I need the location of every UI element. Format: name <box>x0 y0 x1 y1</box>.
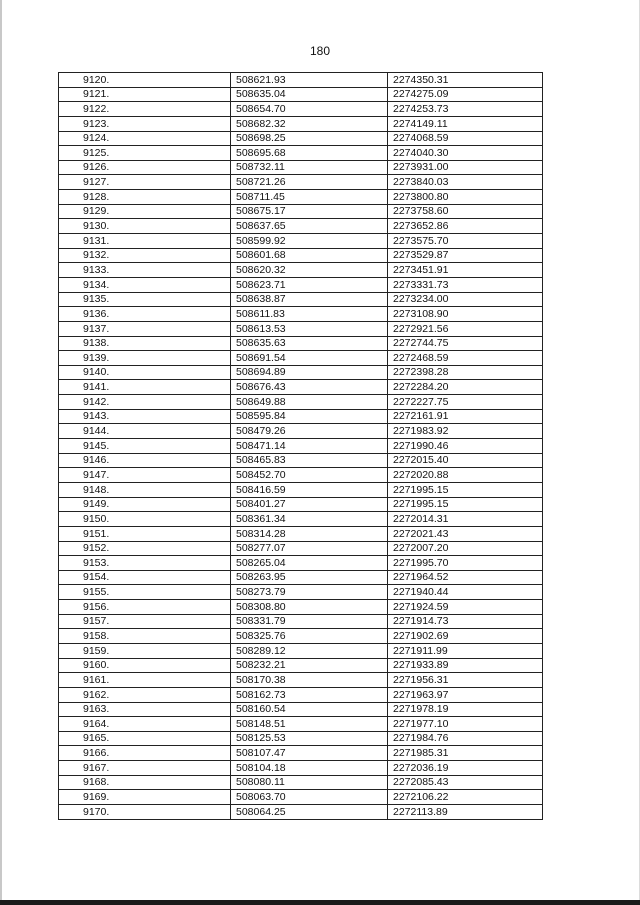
northing-cell: 2272113.89 <box>388 805 543 820</box>
point-number-cell: 9169. <box>59 790 231 805</box>
point-number-cell: 9148. <box>59 482 231 497</box>
table-row <box>59 380 543 395</box>
table-row <box>59 351 543 366</box>
table-row <box>59 131 543 146</box>
point-number-cell: 9125. <box>59 146 231 161</box>
point-number-cell: 9149. <box>59 497 231 512</box>
point-number-cell: 9159. <box>59 643 231 658</box>
northing-cell: 2272007.20 <box>388 541 543 556</box>
coordinates-table-body <box>59 73 543 820</box>
northing-cell: 2274149.11 <box>388 116 543 131</box>
easting-cell: 508170.38 <box>231 673 388 688</box>
point-number-cell: 9146. <box>59 453 231 468</box>
northing-cell: 2273931.00 <box>388 160 543 175</box>
table-row <box>59 673 543 688</box>
coordinates-table <box>58 72 543 820</box>
northing-cell: 2272227.75 <box>388 395 543 410</box>
table-row <box>59 805 543 820</box>
table-row <box>59 761 543 776</box>
table-row <box>59 731 543 746</box>
easting-cell: 508331.79 <box>231 614 388 629</box>
point-number-cell: 9128. <box>59 190 231 205</box>
table-row <box>59 439 543 454</box>
easting-cell: 508401.27 <box>231 497 388 512</box>
scan-edge-left <box>0 0 2 905</box>
easting-cell: 508416.59 <box>231 482 388 497</box>
table-row <box>59 790 543 805</box>
northing-cell: 2273451.91 <box>388 263 543 278</box>
northing-cell: 2271984.76 <box>388 731 543 746</box>
table-row <box>59 307 543 322</box>
point-number-cell: 9126. <box>59 160 231 175</box>
page-number: 180 <box>309 44 331 58</box>
northing-cell: 2272744.75 <box>388 336 543 351</box>
easting-cell: 508637.65 <box>231 219 388 234</box>
northing-cell: 2271963.97 <box>388 687 543 702</box>
northing-cell: 2271940.44 <box>388 585 543 600</box>
table-row <box>59 146 543 161</box>
table-row <box>59 102 543 117</box>
table-row <box>59 497 543 512</box>
easting-cell: 508638.87 <box>231 292 388 307</box>
point-number-cell: 9136. <box>59 307 231 322</box>
table-row <box>59 424 543 439</box>
point-number-cell: 9160. <box>59 658 231 673</box>
easting-cell: 508361.34 <box>231 512 388 527</box>
table-row <box>59 175 543 190</box>
northing-cell: 2271990.46 <box>388 439 543 454</box>
northing-cell: 2272921.56 <box>388 321 543 336</box>
table-row <box>59 234 543 249</box>
easting-cell: 508595.84 <box>231 409 388 424</box>
point-number-cell: 9130. <box>59 219 231 234</box>
easting-cell: 508273.79 <box>231 585 388 600</box>
northing-cell: 2271978.19 <box>388 702 543 717</box>
point-number-cell: 9157. <box>59 614 231 629</box>
northing-cell: 2271995.15 <box>388 497 543 512</box>
table-row <box>59 248 543 263</box>
easting-cell: 508694.89 <box>231 365 388 380</box>
northing-cell: 2274253.73 <box>388 102 543 117</box>
table-row <box>59 160 543 175</box>
table-row <box>59 336 543 351</box>
table-row <box>59 702 543 717</box>
northing-cell: 2272106.22 <box>388 790 543 805</box>
easting-cell: 508732.11 <box>231 160 388 175</box>
easting-cell: 508635.04 <box>231 87 388 102</box>
table-row <box>59 204 543 219</box>
point-number-cell: 9154. <box>59 570 231 585</box>
table-row <box>59 453 543 468</box>
point-number-cell: 9129. <box>59 204 231 219</box>
easting-cell: 508621.93 <box>231 73 388 88</box>
northing-cell: 2273331.73 <box>388 277 543 292</box>
point-number-cell: 9144. <box>59 424 231 439</box>
table-row <box>59 482 543 497</box>
easting-cell: 508711.45 <box>231 190 388 205</box>
northing-cell: 2271911.99 <box>388 643 543 658</box>
point-number-cell: 9120. <box>59 73 231 88</box>
northing-cell: 2273840.03 <box>388 175 543 190</box>
northing-cell: 2272015.40 <box>388 453 543 468</box>
easting-cell: 508623.71 <box>231 277 388 292</box>
point-number-cell: 9132. <box>59 248 231 263</box>
northing-cell: 2272021.43 <box>388 526 543 541</box>
easting-cell: 508263.95 <box>231 570 388 585</box>
point-number-cell: 9133. <box>59 263 231 278</box>
point-number-cell: 9145. <box>59 439 231 454</box>
table-row <box>59 541 543 556</box>
table-row <box>59 629 543 644</box>
point-number-cell: 9137. <box>59 321 231 336</box>
table-row <box>59 556 543 571</box>
easting-cell: 508676.43 <box>231 380 388 395</box>
point-number-cell: 9122. <box>59 102 231 117</box>
northing-cell: 2272284.20 <box>388 380 543 395</box>
northing-cell: 2272468.59 <box>388 351 543 366</box>
easting-cell: 508277.07 <box>231 541 388 556</box>
point-number-cell: 9163. <box>59 702 231 717</box>
northing-cell: 2273652.86 <box>388 219 543 234</box>
northing-cell: 2271933.89 <box>388 658 543 673</box>
point-number-cell: 9168. <box>59 775 231 790</box>
table-row <box>59 746 543 761</box>
table-row <box>59 468 543 483</box>
northing-cell: 2273108.90 <box>388 307 543 322</box>
northing-cell: 2273529.87 <box>388 248 543 263</box>
point-number-cell: 9150. <box>59 512 231 527</box>
easting-cell: 508232.21 <box>231 658 388 673</box>
point-number-cell: 9162. <box>59 687 231 702</box>
easting-cell: 508611.83 <box>231 307 388 322</box>
table-row <box>59 190 543 205</box>
table-row <box>59 219 543 234</box>
northing-cell: 2273758.60 <box>388 204 543 219</box>
point-number-cell: 9139. <box>59 351 231 366</box>
point-number-cell: 9134. <box>59 277 231 292</box>
easting-cell: 508104.18 <box>231 761 388 776</box>
point-number-cell: 9147. <box>59 468 231 483</box>
northing-cell: 2271995.15 <box>388 482 543 497</box>
easting-cell: 508308.80 <box>231 600 388 615</box>
table-row <box>59 409 543 424</box>
easting-cell: 508654.70 <box>231 102 388 117</box>
northing-cell: 2274068.59 <box>388 131 543 146</box>
point-number-cell: 9142. <box>59 395 231 410</box>
easting-cell: 508160.54 <box>231 702 388 717</box>
point-number-cell: 9121. <box>59 87 231 102</box>
northing-cell: 2272014.31 <box>388 512 543 527</box>
point-number-cell: 9124. <box>59 131 231 146</box>
table-row <box>59 775 543 790</box>
table-row <box>59 600 543 615</box>
northing-cell: 2271902.69 <box>388 629 543 644</box>
table-row <box>59 526 543 541</box>
easting-cell: 508471.14 <box>231 439 388 454</box>
table-row <box>59 658 543 673</box>
point-number-cell: 9151. <box>59 526 231 541</box>
table-row <box>59 717 543 732</box>
point-number-cell: 9135. <box>59 292 231 307</box>
northing-cell: 2274350.31 <box>388 73 543 88</box>
easting-cell: 508289.12 <box>231 643 388 658</box>
northing-cell: 2272398.28 <box>388 365 543 380</box>
table-row <box>59 73 543 88</box>
easting-cell: 508452.70 <box>231 468 388 483</box>
table-row <box>59 585 543 600</box>
northing-cell: 2272161.91 <box>388 409 543 424</box>
easting-cell: 508148.51 <box>231 717 388 732</box>
table-row <box>59 116 543 131</box>
easting-cell: 508675.17 <box>231 204 388 219</box>
point-number-cell: 9170. <box>59 805 231 820</box>
northing-cell: 2271924.59 <box>388 600 543 615</box>
easting-cell: 508125.53 <box>231 731 388 746</box>
easting-cell: 508162.73 <box>231 687 388 702</box>
point-number-cell: 9156. <box>59 600 231 615</box>
point-number-cell: 9167. <box>59 761 231 776</box>
easting-cell: 508064.25 <box>231 805 388 820</box>
northing-cell: 2271964.52 <box>388 570 543 585</box>
northing-cell: 2274275.09 <box>388 87 543 102</box>
northing-cell: 2271995.70 <box>388 556 543 571</box>
table-row <box>59 87 543 102</box>
point-number-cell: 9152. <box>59 541 231 556</box>
northing-cell: 2272085.43 <box>388 775 543 790</box>
point-number-cell: 9141. <box>59 380 231 395</box>
point-number-cell: 9140. <box>59 365 231 380</box>
northing-cell: 2274040.30 <box>388 146 543 161</box>
point-number-cell: 9131. <box>59 234 231 249</box>
point-number-cell: 9155. <box>59 585 231 600</box>
easting-cell: 508620.32 <box>231 263 388 278</box>
northing-cell: 2271956.31 <box>388 673 543 688</box>
scan-edge-bottom <box>0 900 640 905</box>
easting-cell: 508479.26 <box>231 424 388 439</box>
easting-cell: 508107.47 <box>231 746 388 761</box>
easting-cell: 508314.28 <box>231 526 388 541</box>
northing-cell: 2272020.88 <box>388 468 543 483</box>
easting-cell: 508601.68 <box>231 248 388 263</box>
easting-cell: 508691.54 <box>231 351 388 366</box>
point-number-cell: 9123. <box>59 116 231 131</box>
easting-cell: 508325.76 <box>231 629 388 644</box>
easting-cell: 508599.92 <box>231 234 388 249</box>
table-row <box>59 614 543 629</box>
table-row <box>59 687 543 702</box>
northing-cell: 2273800.80 <box>388 190 543 205</box>
point-number-cell: 9138. <box>59 336 231 351</box>
easting-cell: 508635.63 <box>231 336 388 351</box>
easting-cell: 508080.11 <box>231 775 388 790</box>
northing-cell: 2273575.70 <box>388 234 543 249</box>
table-row <box>59 570 543 585</box>
northing-cell: 2271983.92 <box>388 424 543 439</box>
table-row <box>59 263 543 278</box>
table-row <box>59 643 543 658</box>
point-number-cell: 9153. <box>59 556 231 571</box>
table-row <box>59 277 543 292</box>
easting-cell: 508063.70 <box>231 790 388 805</box>
northing-cell: 2272036.19 <box>388 761 543 776</box>
point-number-cell: 9161. <box>59 673 231 688</box>
point-number-cell: 9165. <box>59 731 231 746</box>
easting-cell: 508695.68 <box>231 146 388 161</box>
easting-cell: 508465.83 <box>231 453 388 468</box>
table-row <box>59 395 543 410</box>
table-row <box>59 292 543 307</box>
easting-cell: 508265.04 <box>231 556 388 571</box>
easting-cell: 508682.32 <box>231 116 388 131</box>
table-row <box>59 321 543 336</box>
point-number-cell: 9166. <box>59 746 231 761</box>
northing-cell: 2271977.10 <box>388 717 543 732</box>
point-number-cell: 9164. <box>59 717 231 732</box>
northing-cell: 2271985.31 <box>388 746 543 761</box>
point-number-cell: 9158. <box>59 629 231 644</box>
table-row <box>59 512 543 527</box>
easting-cell: 508721.26 <box>231 175 388 190</box>
easting-cell: 508649.88 <box>231 395 388 410</box>
point-number-cell: 9127. <box>59 175 231 190</box>
northing-cell: 2273234.00 <box>388 292 543 307</box>
table-row <box>59 365 543 380</box>
northing-cell: 2271914.73 <box>388 614 543 629</box>
easting-cell: 508613.53 <box>231 321 388 336</box>
easting-cell: 508698.25 <box>231 131 388 146</box>
point-number-cell: 9143. <box>59 409 231 424</box>
